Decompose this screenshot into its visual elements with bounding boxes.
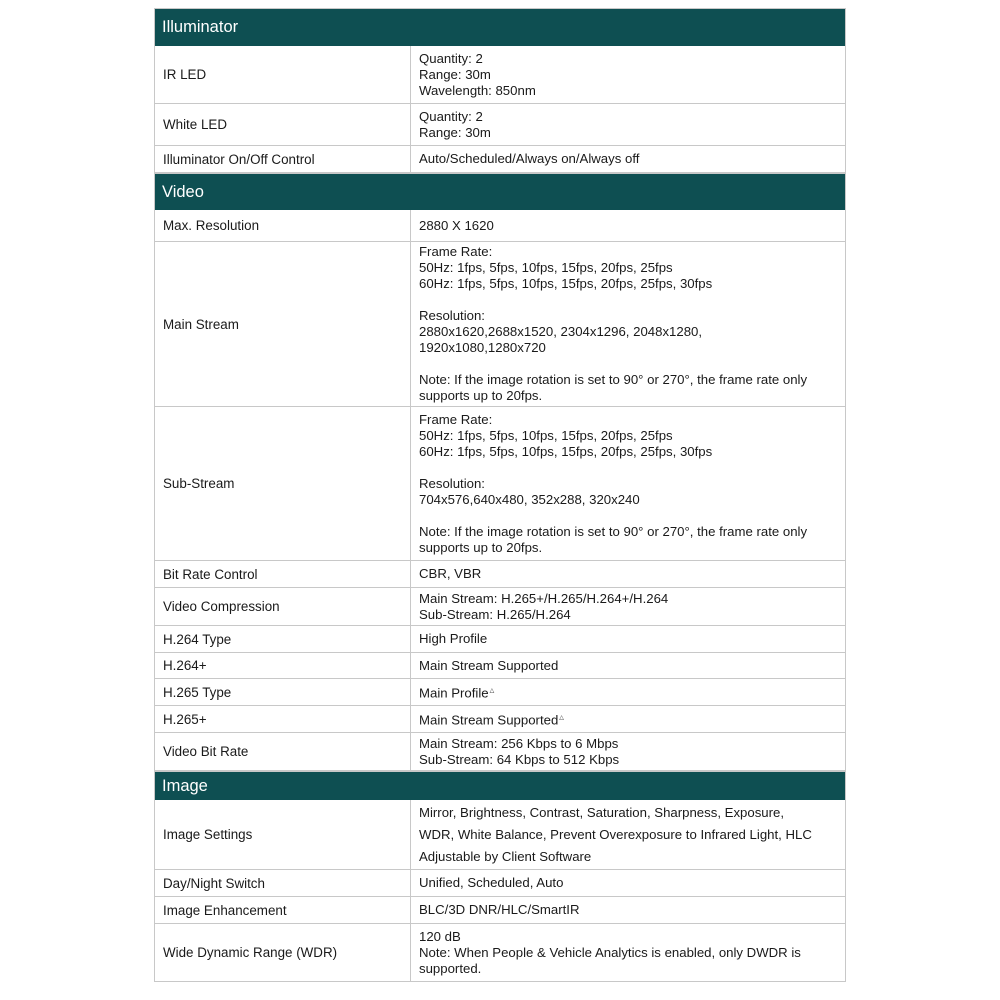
value-text: Frame Rate: [419, 244, 493, 259]
spec-value [411, 800, 845, 869]
spec-label: Image Settings [155, 800, 411, 869]
value-line [419, 372, 837, 388]
value-line [419, 428, 837, 444]
value-text: 60Hz: 1fps, 5fps, 10fps, 15fps, 20fps, 25fps, 30fps [419, 276, 713, 291]
spec-value [411, 407, 845, 560]
value-text: 2880 X 1620 [419, 217, 494, 233]
value-text: supports up to 20fps. [419, 539, 543, 555]
value-line [419, 388, 837, 404]
value-line [419, 846, 837, 868]
spec-row-h-265-type [154, 679, 846, 706]
value-line [419, 658, 837, 674]
value-text: supported. [419, 960, 482, 976]
value-text: 50Hz: 1fps, 5fps, 10fps, 15fps, 20fps, 25fps [419, 260, 673, 275]
value-text: Sub-Stream: H.265/H.264 [419, 606, 571, 622]
spacer-line [419, 356, 837, 372]
value-text: 60Hz: 1fps, 5fps, 10fps, 15fps, 20fps, 25fps, 30fps [419, 443, 713, 459]
value-line [419, 683, 837, 701]
spec-label: Image Enhancement [155, 897, 411, 923]
spec-label: H.264 Type [155, 626, 411, 652]
value-line [419, 540, 837, 556]
value-line [419, 218, 837, 234]
value-line [419, 875, 837, 891]
value-text: Wavelength: 850nm [419, 82, 536, 98]
spec-row-h-264 [154, 653, 846, 679]
value-line [419, 125, 837, 141]
spec-value [411, 897, 845, 923]
spec-row-ir-led [154, 46, 846, 104]
spec-row-h-265 [154, 706, 846, 733]
value-line [419, 961, 837, 977]
spec-value [411, 679, 845, 705]
spec-label: Main Stream [155, 242, 411, 406]
spec-row-image-enhancement [154, 897, 846, 924]
value-line [419, 492, 837, 508]
value-line [419, 109, 837, 125]
value-text: Note: If the image rotation is set to 90° or 270°, the frame rate only [419, 523, 808, 539]
spec-label: White LED [155, 104, 411, 145]
value-text: Sub-Stream: 64 Kbps to 512 Kbps [419, 751, 620, 767]
spec-label: H.265 Type [155, 679, 411, 705]
spec-value [411, 653, 845, 678]
value-text: Main Stream Supported [419, 657, 559, 673]
value-text: Resolution: [419, 308, 485, 323]
value-text: WDR, White Balance, Prevent Overexposure to Infrared Light, HLC [419, 826, 812, 842]
value-line [419, 824, 837, 846]
section-header-image: Image [154, 771, 846, 800]
section-header-illuminator: Illuminator [154, 8, 846, 46]
spec-row-wide-dynamic-range-wdr [154, 924, 846, 982]
spec-value [411, 46, 845, 103]
spacer-line [419, 460, 837, 476]
spacer-line [419, 508, 837, 524]
value-line [419, 244, 837, 260]
spacer-line [419, 292, 837, 308]
value-line [419, 340, 837, 356]
value-text: Frame Rate: [419, 411, 493, 427]
spec-label: H.265+ [155, 706, 411, 732]
spec-value [411, 104, 845, 145]
value-text: 120 dB [419, 928, 461, 944]
spec-row-image-settings [154, 800, 846, 870]
value-line [419, 752, 837, 768]
value-text: Adjustable by Client Software [419, 848, 592, 864]
footnote-mark-icon: △ [559, 714, 564, 721]
value-text: 2880x1620,2688x1520, 2304x1296, 2048x1280, [419, 324, 703, 339]
spec-value [411, 561, 845, 587]
spec-row-max-resolution [154, 210, 846, 242]
spec-label: H.264+ [155, 653, 411, 678]
value-line [419, 631, 837, 647]
spec-value [411, 146, 845, 172]
spec-label: Sub-Stream [155, 407, 411, 560]
spec-row-day-night-switch [154, 870, 846, 897]
value-line [419, 260, 837, 276]
spec-label: Day/Night Switch [155, 870, 411, 896]
value-text: Range: 30m [419, 124, 491, 140]
value-text: 704x576,640x480, 352x288, 320x240 [419, 491, 640, 507]
value-text: 50Hz: 1fps, 5fps, 10fps, 15fps, 20fps, 25fps [419, 427, 673, 443]
value-text: Note: If the image rotation is set to 90° or 270°, the frame rate only [419, 372, 808, 387]
value-line [419, 476, 837, 492]
value-text: Main Stream Supported [419, 712, 559, 728]
spec-value [411, 924, 845, 981]
spec-label: Illuminator On/Off Control [155, 146, 411, 172]
spec-label: Video Bit Rate [155, 733, 411, 770]
value-text: Unified, Scheduled, Auto [419, 875, 564, 890]
value-text: Quantity: 2 [419, 50, 483, 66]
value-line [419, 566, 837, 582]
value-text: Main Stream: H.265+/H.265/H.264+/H.264 [419, 590, 669, 606]
value-text: Quantity: 2 [419, 108, 483, 124]
value-line [419, 51, 837, 67]
spec-value [411, 733, 845, 770]
value-text: 1920x1080,1280x720 [419, 340, 546, 355]
value-line [419, 83, 837, 99]
value-line [419, 591, 837, 607]
value-text: Mirror, Brightness, Contrast, Saturation, Sharpness, Exposure, [419, 804, 785, 820]
value-line [419, 444, 837, 460]
value-line [419, 67, 837, 83]
value-text: BLC/3D DNR/HLC/SmartIR [419, 902, 580, 917]
spec-label: Wide Dynamic Range (WDR) [155, 924, 411, 981]
spec-value [411, 626, 845, 652]
value-text: supports up to 20fps. [419, 388, 543, 403]
spec-row-h-264-type [154, 626, 846, 653]
section-header-video: Video [154, 173, 846, 210]
value-line [419, 710, 837, 728]
value-text: Note: When People & Vehicle Analytics is enabled, only DWDR is [419, 944, 801, 960]
value-text: CBR, VBR [419, 566, 482, 581]
spec-label: IR LED [155, 46, 411, 103]
value-line [419, 524, 837, 540]
spec-value [411, 706, 845, 732]
value-line [419, 929, 837, 945]
value-text: High Profile [419, 631, 488, 646]
spec-row-sub-stream [154, 407, 846, 561]
footnote-mark-icon: △ [489, 687, 495, 694]
spec-value [411, 210, 845, 241]
spec-row-video-bit-rate [154, 733, 846, 771]
value-line [419, 607, 837, 623]
value-text: Resolution: [419, 475, 485, 491]
spec-label: Video Compression [155, 588, 411, 625]
value-line [419, 902, 837, 918]
spec-row-white-led [154, 104, 846, 146]
spec-row-illuminator-on-off-control [154, 146, 846, 173]
value-line [419, 945, 837, 961]
value-line [419, 802, 837, 824]
value-text: Main Profile [419, 685, 489, 701]
spec-row-main-stream [154, 242, 846, 407]
spec-value [411, 870, 845, 896]
value-line [419, 276, 837, 292]
spec-row-video-compression [154, 588, 846, 626]
value-line [419, 151, 837, 167]
value-text: Auto/Scheduled/Always on/Always off [419, 151, 640, 166]
spec-label: Max. Resolution [155, 210, 411, 241]
spec-label: Bit Rate Control [155, 561, 411, 587]
value-text: Range: 30m [419, 66, 491, 82]
value-text: Main Stream: 256 Kbps to 6 Mbps [419, 735, 619, 751]
spec-table [154, 8, 846, 982]
value-line [419, 308, 837, 324]
value-line [419, 412, 837, 428]
spec-value [411, 588, 845, 625]
spec-row-bit-rate-control [154, 561, 846, 588]
value-line [419, 736, 837, 752]
spec-value [411, 242, 845, 406]
value-line [419, 324, 837, 340]
